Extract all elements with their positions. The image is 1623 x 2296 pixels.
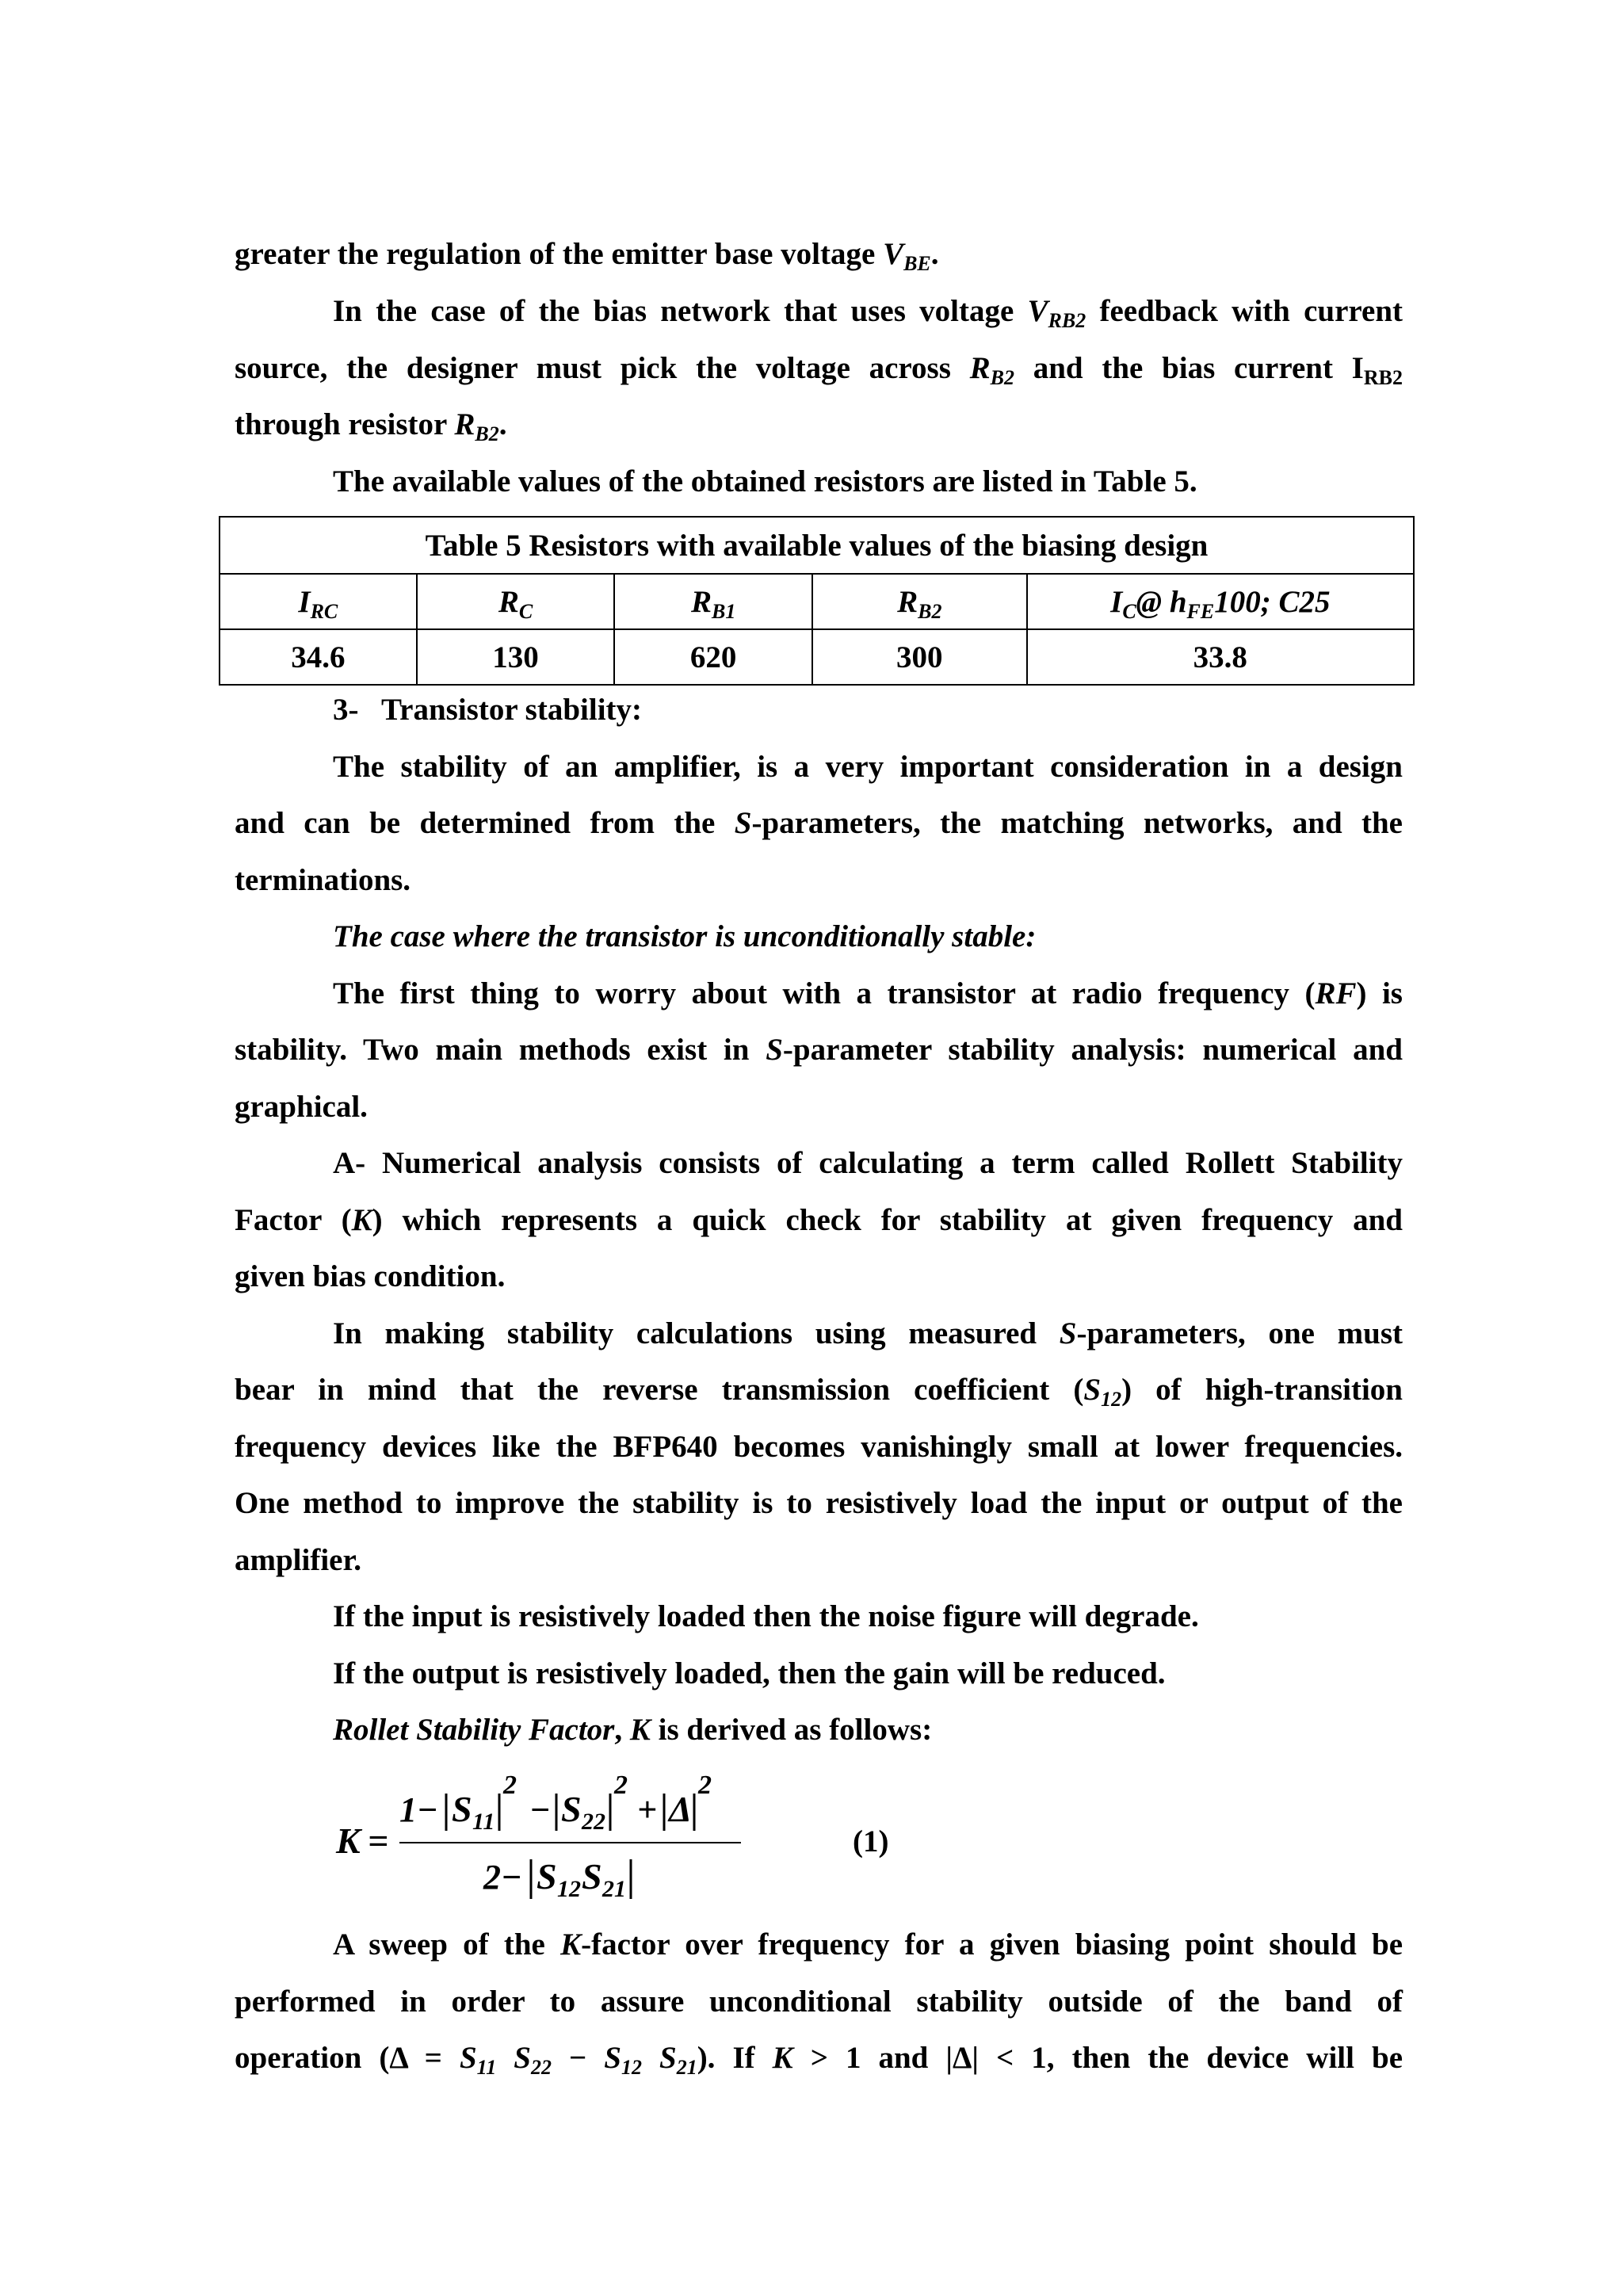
- paragraph-line: [333, 1927, 1403, 1963]
- table-cell: 34.6: [220, 629, 417, 685]
- paragraph-line: performed in order to assure unconditional stability outside of the band of: [235, 1985, 1403, 2019]
- table-header-cell: [220, 574, 417, 629]
- text: ,: [614, 1713, 630, 1747]
- symbol: R: [690, 584, 712, 619]
- paragraph-line: frequency devices like the BFP640 becomes vanishingly small at lower frequencies.: [235, 1430, 1403, 1464]
- symbol: I: [1110, 584, 1123, 619]
- stability-factor-equation: [333, 1758, 888, 1916]
- paragraph-line: A- Numerical analysis consists of calculating a term called Rollett Stability: [333, 1146, 1403, 1180]
- equation-number: (1): [853, 1824, 889, 1859]
- subscript: 11: [476, 2056, 497, 2079]
- symbol: R: [454, 407, 475, 441]
- minus-sign: −: [529, 1790, 551, 1829]
- text: stability. Two main methods exist in: [235, 1033, 766, 1067]
- text: In the case of the bias network that uses voltage: [333, 294, 1028, 328]
- paragraph-line: [333, 293, 1403, 330]
- text: -parameter stability analysis: numerical and: [782, 1033, 1403, 1067]
- text: ). If: [697, 2041, 773, 2075]
- symbol: S: [766, 1033, 783, 1067]
- symbol: K: [351, 1203, 372, 1237]
- symbol: R: [498, 584, 519, 619]
- delta-symbol: Δ: [669, 1789, 692, 1829]
- paragraph-line: The available values of the obtained resistors are listed in Table 5.: [333, 464, 1197, 499]
- text: −: [551, 2041, 605, 2075]
- table-header-cell: [417, 574, 615, 629]
- paragraph-line: One method to improve the stability is to resistively load the input or output of the: [235, 1486, 1403, 1520]
- text: The first thing to worry about with a transistor at radio frequency (: [333, 976, 1316, 1010]
- subscript: 12: [621, 2056, 642, 2079]
- denominator-two: 2−: [483, 1858, 522, 1897]
- text: source, the designer must pick the voltage across: [235, 351, 970, 385]
- paragraph-line: [235, 1032, 1403, 1068]
- symbol: K: [629, 1713, 651, 1747]
- table-caption: Table 5 Resistors with available values of the biasing design: [220, 517, 1414, 574]
- exponent: 2: [698, 1771, 712, 1800]
- symbol: S: [1059, 1316, 1077, 1350]
- text: operation (Δ =: [235, 2041, 460, 2075]
- text: > 1 and |Δ| < 1, then the device will be: [792, 2041, 1403, 2075]
- paragraph-line: [333, 976, 1403, 1012]
- symbol: S: [496, 2041, 531, 2075]
- text: .: [498, 407, 507, 441]
- text: .: [930, 237, 939, 271]
- text: and the bias current I: [1014, 351, 1364, 385]
- text: bear in mind that the reverse transmission coefficient (: [235, 1373, 1084, 1407]
- paragraph-line: given bias condition.: [235, 1259, 506, 1293]
- symbol: S: [604, 2041, 621, 2075]
- symbol: V: [883, 237, 904, 271]
- symbol: S: [1083, 1373, 1102, 1407]
- s12-symbol: S: [537, 1856, 557, 1897]
- s11-symbol: S: [452, 1789, 472, 1829]
- symbol: K: [560, 1927, 582, 1962]
- table-row: [220, 629, 1414, 685]
- paragraph-line: The stability of an amplifier, is a very important consideration in a design: [333, 750, 1403, 784]
- exponent: 2: [503, 1771, 517, 1800]
- equation-lhs: K: [336, 1820, 361, 1861]
- table-cell: 620: [614, 629, 812, 685]
- table-header-cell: [812, 574, 1027, 629]
- s12-subscript: 12: [557, 1876, 581, 1902]
- subscript: 21: [676, 2056, 697, 2079]
- paragraph-line: [235, 2040, 1403, 2079]
- section-heading: 3- Transistor stability:: [333, 693, 643, 727]
- text: through resistor: [235, 407, 455, 441]
- text: greater the regulation of the emitter base voltage: [235, 237, 884, 271]
- subscript: 12: [1101, 1388, 1122, 1411]
- paragraph-line: graphical.: [235, 1090, 368, 1124]
- text: A sweep of the: [333, 1927, 561, 1962]
- s21-subscript: 21: [602, 1876, 626, 1902]
- symbol: R: [969, 351, 991, 385]
- paragraph-line: [235, 1372, 1403, 1411]
- s22-symbol: S: [561, 1789, 582, 1829]
- text: @ h: [1136, 584, 1187, 619]
- plus-sign: +: [637, 1790, 658, 1829]
- paragraph-line: If the input is resistively loaded then the noise figure will degrade.: [333, 1599, 1199, 1633]
- italic-term: Rollet Stability Factor: [333, 1713, 615, 1747]
- table-header-cell: [1027, 574, 1414, 629]
- numerator-one: 1−: [399, 1790, 438, 1829]
- table-cell: 130: [417, 629, 615, 685]
- symbol: RF: [1315, 976, 1357, 1010]
- text: In making stability calculations using measured: [333, 1316, 1060, 1350]
- symbol: K: [772, 2041, 793, 2075]
- table-caption-row: [220, 517, 1414, 574]
- paragraph-line: [235, 407, 1403, 443]
- text: is derived as follows:: [650, 1713, 933, 1747]
- subscript: RB2: [1048, 309, 1086, 332]
- symbol: S: [459, 2041, 477, 2075]
- subscript: 22: [530, 2056, 552, 2079]
- s21-symbol: S: [582, 1856, 602, 1897]
- subscript: RC: [310, 599, 338, 623]
- paragraph-line: amplifier.: [235, 1543, 361, 1577]
- equals-sign: =: [368, 1820, 389, 1861]
- symbol: R: [897, 584, 918, 619]
- resistor-table: [219, 516, 1415, 686]
- paragraph-line: terminations.: [235, 863, 411, 897]
- text: ) of high-transition: [1121, 1373, 1403, 1407]
- paragraph-line: [235, 805, 1403, 842]
- text: -factor over frequency for a given biasing point should be: [581, 1927, 1403, 1962]
- subscript: B2: [990, 366, 1014, 389]
- paragraph-line: If the output is resistively loaded, then the gain will be reduced.: [333, 1656, 1166, 1690]
- symbol: V: [1027, 294, 1048, 328]
- s11-subscript: 11: [472, 1809, 495, 1835]
- subscript: BE: [903, 252, 931, 275]
- subscript: FE: [1186, 599, 1215, 623]
- s22-subscript: 22: [582, 1809, 605, 1835]
- paragraph-line: [235, 1202, 1403, 1239]
- italic-subheading: The case where the transistor is unconditionally stable:: [333, 919, 1037, 953]
- paragraph-line: [333, 1316, 1403, 1352]
- table-cell: 33.8: [1027, 629, 1414, 685]
- subscript: C: [518, 599, 533, 623]
- table-cell: 300: [812, 629, 1027, 685]
- symbol: S: [641, 2041, 677, 2075]
- subscript: RB2: [1363, 366, 1403, 389]
- paragraph-line: [235, 236, 1403, 273]
- exponent: 2: [614, 1771, 628, 1800]
- text: ) which represents a quick check for stability at given frequency and: [372, 1203, 1403, 1237]
- text: 100; C25: [1214, 584, 1331, 619]
- table-header-row: [220, 574, 1414, 629]
- subscript: B2: [475, 422, 499, 445]
- text: Factor (: [235, 1203, 352, 1237]
- text: and can be determined from the: [235, 806, 735, 840]
- text: ) is: [1356, 976, 1403, 1010]
- text: -parameters, the matching networks, and the: [751, 806, 1403, 840]
- text: feedback with current: [1086, 294, 1403, 328]
- subscript: C: [1122, 599, 1136, 623]
- paragraph-line: [333, 1712, 1403, 1748]
- subscript: B2: [918, 599, 942, 623]
- subscript: B1: [711, 599, 736, 623]
- paragraph-line: [235, 350, 1403, 387]
- text: -parameters, one must: [1076, 1316, 1403, 1350]
- symbol: I: [298, 584, 311, 619]
- symbol: S: [734, 806, 752, 840]
- table-header-cell: [614, 574, 812, 629]
